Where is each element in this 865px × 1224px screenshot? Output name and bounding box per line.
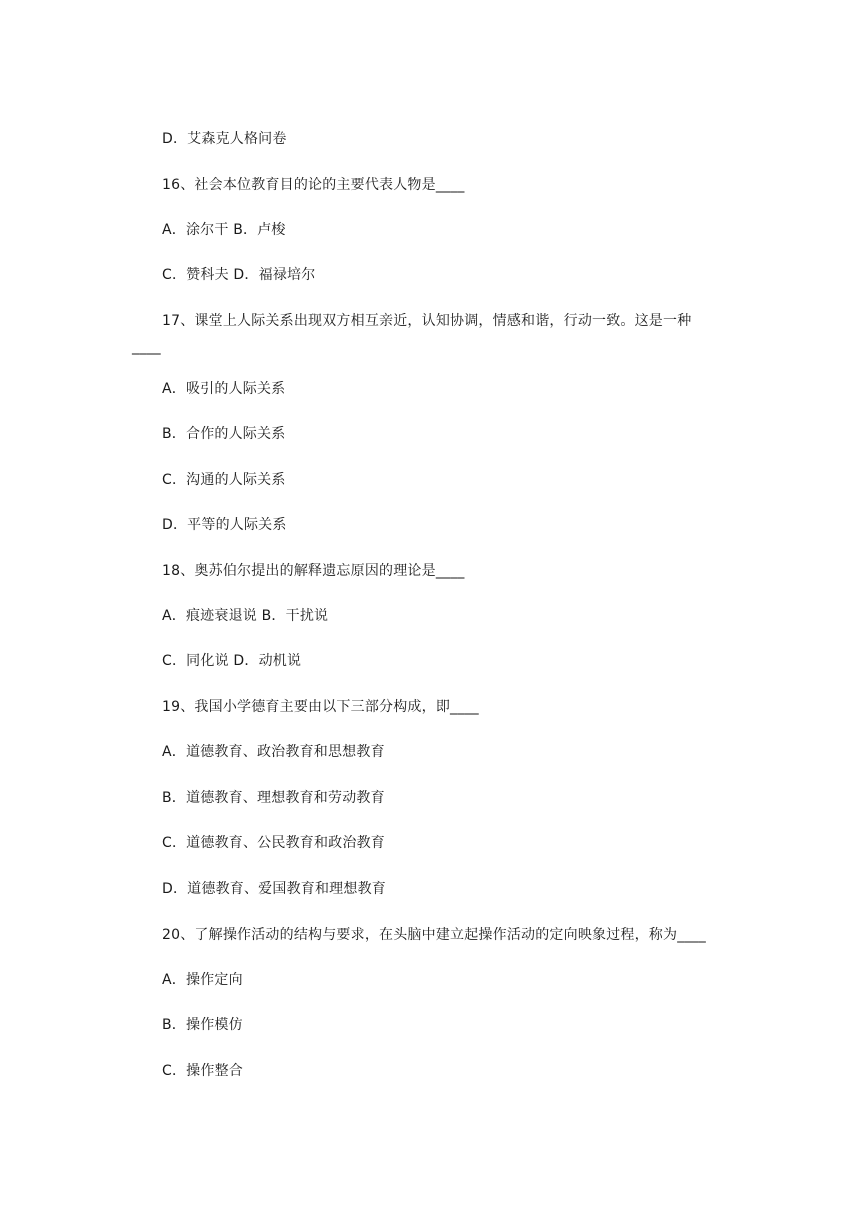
- question-19: 19、我国小学德育主要由以下三部分构成，即____: [162, 699, 479, 715]
- question-18: 18、奥苏伯尔提出的解释遗忘原因的理论是____: [162, 563, 465, 579]
- option-d-q15: D．艾森克人格问卷: [162, 131, 287, 147]
- option-a-q20: A．操作定向: [162, 972, 243, 988]
- option-d-q19: D．道德教育、爱国教育和理想教育: [162, 881, 386, 897]
- question-17-blank: ____: [132, 339, 161, 355]
- question-20: 20、了解操作活动的结构与要求，在头脑中建立起操作活动的定向映象过程，称为____: [162, 927, 707, 943]
- options-ab-q16: A．涂尔干 B．卢梭: [162, 222, 286, 238]
- question-17: 17、课堂上人际关系出现双方相互亲近，认知协调，情感和谐，行动一致。这是一种: [162, 313, 692, 329]
- option-a-q17: A．吸引的人际关系: [162, 381, 286, 397]
- option-c-q17: C．沟通的人际关系: [162, 472, 286, 488]
- options-cd-q16: C．赞科夫 D．福禄培尔: [162, 267, 316, 283]
- option-a-q19: A．道德教育、政治教育和思想教育: [162, 744, 385, 760]
- option-c-q20: C．操作整合: [162, 1063, 243, 1079]
- option-b-q17: B．合作的人际关系: [162, 426, 286, 442]
- question-16: 16、社会本位教育目的论的主要代表人物是____: [162, 177, 465, 193]
- options-cd-q18: C．同化说 D．动机说: [162, 653, 302, 669]
- option-c-q19: C．道德教育、公民教育和政治教育: [162, 835, 385, 851]
- option-b-q20: B．操作模仿: [162, 1017, 243, 1033]
- option-b-q19: B．道德教育、理想教育和劳动教育: [162, 790, 385, 806]
- option-d-q17: D．平等的人际关系: [162, 517, 287, 533]
- options-ab-q18: A．痕迹衰退说 B．干扰说: [162, 608, 329, 624]
